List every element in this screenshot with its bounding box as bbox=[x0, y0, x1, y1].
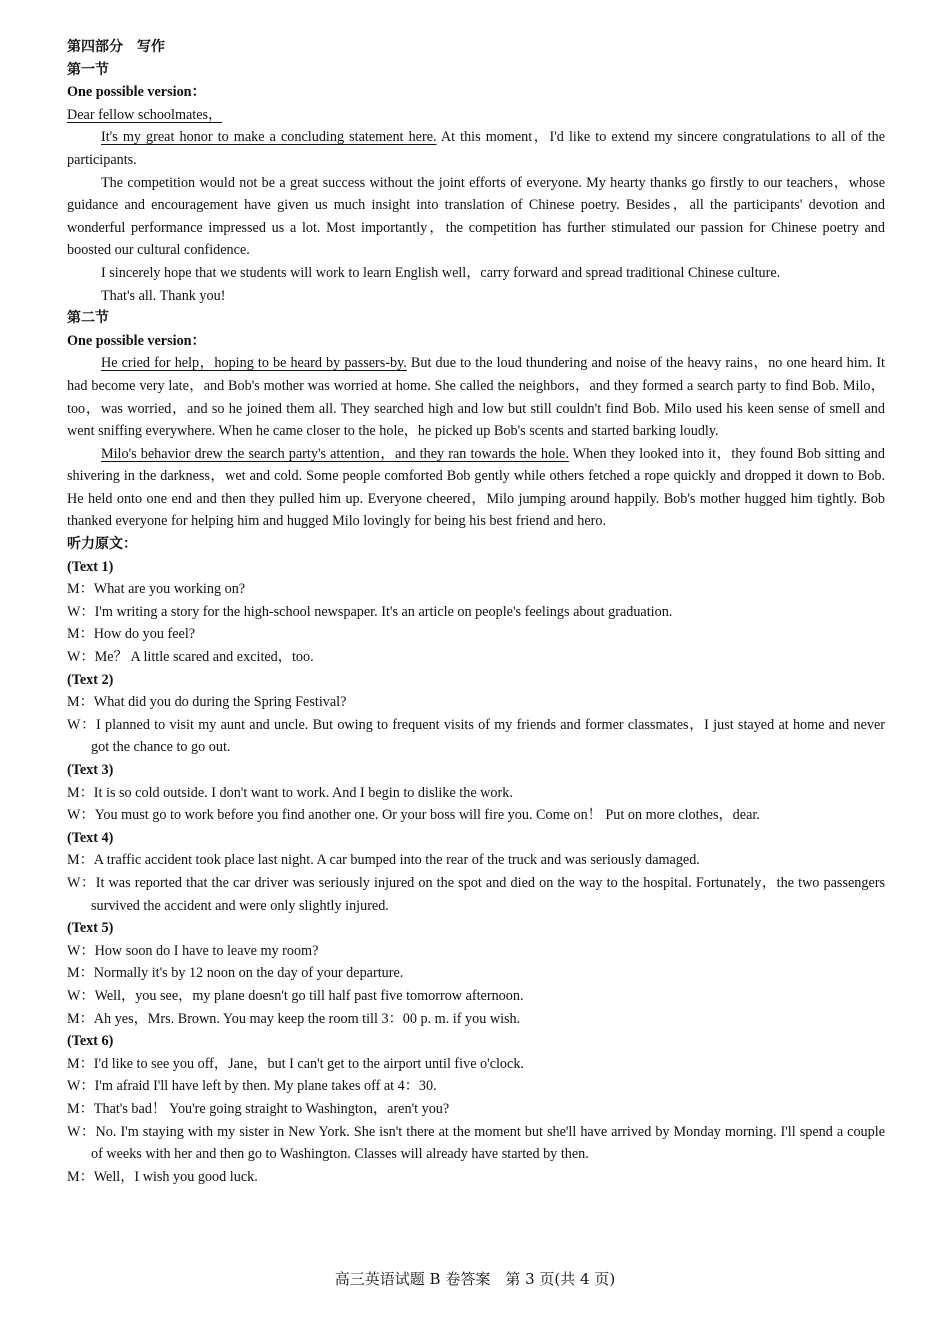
dialogue-line: M：How do you feel? bbox=[67, 626, 196, 643]
section2-version-label: One possible version： bbox=[67, 332, 206, 349]
text-label: (Text 1) bbox=[67, 558, 114, 575]
text-label: (Text 2) bbox=[67, 671, 114, 688]
dialogue-line: M：It is so cold outside. I don't want to work. And I begin to dislike the work. bbox=[67, 784, 513, 801]
dialogue-line: W：You must go to work before you find another one. Or your boss will fire you. Come on！ Put on more clothes，dear. bbox=[67, 807, 760, 824]
essay1-paragraph-3: I sincerely hope that we students will work to learn English well，carry forward and spread traditional Chinese culture. bbox=[101, 264, 781, 281]
dialogue-line: W：I'm writing a story for the high-school newspaper. It's an article on people's feelings about graduation. bbox=[67, 603, 673, 620]
dialogue-line: W：I planned to visit my aunt and uncle. But owing to frequent visits of my friends and former classmates，I just stayed at home and never got the chance to go out. bbox=[67, 716, 885, 756]
salutation bbox=[67, 104, 885, 127]
text-label: (Text 4) bbox=[67, 829, 114, 846]
dialogue-line: W：Me？ A little scared and excited，too. bbox=[67, 649, 314, 666]
dialogue-line: M：I'd like to see you off，Jane，but I can't get to the airport until five o'clock. bbox=[67, 1055, 524, 1072]
salutation-text: Dear fellow schoolmates， bbox=[67, 106, 223, 123]
answer-page bbox=[67, 36, 885, 1188]
dialogue-line: M：Well，I wish you good luck. bbox=[67, 1168, 258, 1185]
text-label: (Text 3) bbox=[67, 762, 114, 778]
dialogue-line: W：No. I'm staying with my sister in New York. She isn't there at the moment but she'll have arrived by Monday morning. I'll spend a couple of weeks with her and then go to Washington. Classes will already have started by then. bbox=[67, 1123, 885, 1163]
section1-version-label: One possible version： bbox=[67, 84, 206, 101]
dialogue-line: M：What are you working on? bbox=[67, 581, 246, 598]
essay1-paragraph-2: The competition would not be a great success without the joint efforts of everyone. My hearty thanks go firstly to our teachers，whose guidance and encouragement have given us much insight into translation of Chinese poetry. Besides，all the participants' devotion and wonderful performance impressed us a lot. Most importantly，the competition has further stimulated our passion for Chinese poetry and boosted our cultural confidence. bbox=[67, 174, 885, 259]
dialogue-line: W：Well，you see，my plane doesn't go till half past five tomorrow afternoon. bbox=[67, 987, 524, 1004]
listening-heading: 听力原文： bbox=[67, 536, 137, 553]
dialogue-line: M：Ah yes，Mrs. Brown. You may keep the room till 3：00 p. m. if you wish. bbox=[67, 1010, 521, 1027]
essay2-p1-rest: But due to the loud thundering and noise of the heavy rains，no one heard him. It had become very late，and Bob's mother was worried at home. She called the neighbors，and they formed a search party to find Bob. Milo，too，was worried，and so he joined them all. They searched high and low but still couldn't find Bob. Milo used his keen sense of smell and went sniffing everywhere. When he came closer to the hole，he picked up Bob's scents and started barking loudly. bbox=[67, 355, 885, 440]
section1-heading: 第一节 bbox=[67, 61, 109, 78]
page-footer: 高三英语试题 B 卷答案 第 3 页(共 4 页) bbox=[334, 1270, 616, 1288]
section2-heading: 第二节 bbox=[67, 310, 109, 327]
text-label: (Text 6) bbox=[67, 1033, 114, 1050]
essay2-paragraph-2 bbox=[67, 443, 885, 533]
essay2-paragraph-1 bbox=[67, 352, 885, 442]
dialogue-line: M：That's bad！ You're going straight to Washington，aren't you? bbox=[67, 1100, 450, 1117]
essay2-p2-underlined: Milo's behavior drew the search party's attention，and they ran towards the hole. bbox=[101, 445, 569, 462]
dialogue-line: W：I'm afraid I'll have left by then. My plane takes off at 4：30. bbox=[67, 1078, 437, 1095]
dialogue-line: M：A traffic accident took place last night. A car bumped into the rear of the truck and was seriously damaged. bbox=[67, 852, 700, 869]
dialogue-line: W：It was reported that the car driver was seriously injured on the spot and died on the way to the hospital. Fortunately，the two passengers survived the accident and were only slightly injured. bbox=[67, 874, 885, 914]
essay1-p4-text: That's all. Thank you! bbox=[101, 287, 226, 304]
essay1-paragraph-4 bbox=[67, 285, 885, 308]
text-label: (Text 5) bbox=[67, 920, 114, 937]
essay2-p1-underlined: He cried for help，hoping to be heard by passers-by. bbox=[101, 355, 407, 372]
essay2-p2-rest: When they looked into it，they found Bob sitting and shivering in the darkness，wet and cold. Some people comforted Bob gently while others fetched a rope quickly and dropped it down to Bob. He held onto one end and then they pulled him up. Everyone cheered，Milo jumping around happily. Bob's mother hugged him tightly. Bob thanked everyone for helping him and hugged Milo lovingly for being his best friend and hero. bbox=[67, 445, 885, 530]
dialogue-line: M：Normally it's by 12 noon on the day of your departure. bbox=[67, 965, 404, 982]
dialogue-line: M：What did you do during the Spring Festival? bbox=[67, 694, 347, 711]
essay1-p1-rest: At this moment，I'd like to extend my sincere congratulations to all of the participants. bbox=[67, 129, 885, 168]
dialogue-line: W：How soon do I have to leave my room? bbox=[67, 942, 319, 959]
essay1-paragraph-1 bbox=[67, 126, 885, 171]
essay1-p1-underlined: It's my great honor to make a concluding statement here. bbox=[101, 129, 437, 146]
part4-heading: 第四部分 写作 bbox=[67, 39, 165, 55]
